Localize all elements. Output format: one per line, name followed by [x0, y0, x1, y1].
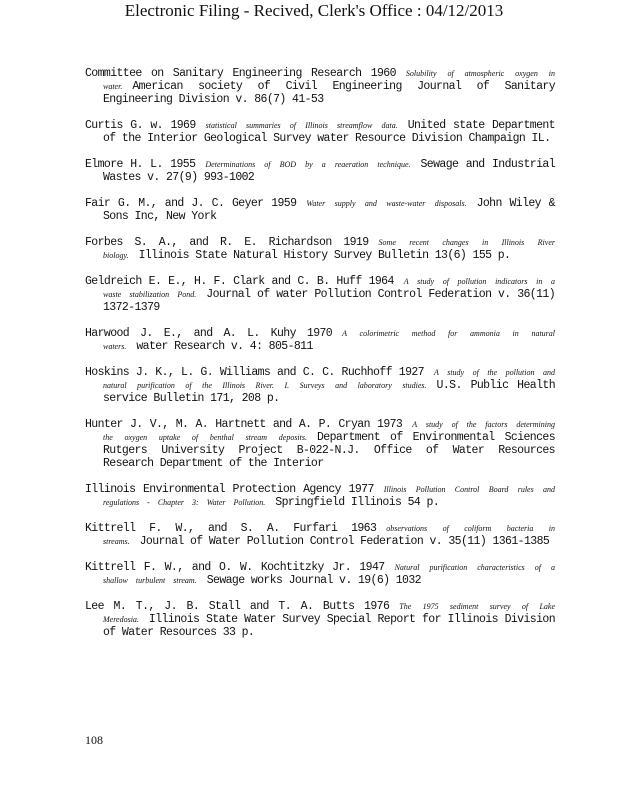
ref-year: 1969	[170, 119, 196, 132]
ref-author: Lee M. T., J. B. Stall and T. A. Butts	[85, 600, 355, 613]
ref-title: Solubility of atmospheric oxygen in water.	[103, 69, 555, 91]
reference-entry	[85, 197, 555, 223]
reference-entry	[85, 119, 555, 145]
ref-author: Fair G. M., and J. C. Geyer	[85, 197, 264, 210]
ref-year: 1927	[398, 366, 424, 379]
ref-year: 1955	[170, 158, 196, 171]
ref-source: Illinois State Water Survey Special Report for Illinois Division of Water Resources 33 p.	[103, 613, 555, 639]
filing-header: Electronic Filing - Recived, Clerk's Office : 04/12/2013	[124, 1, 504, 20]
ref-title: A colorimetric method for ammonia in natural waters.	[103, 329, 555, 351]
ref-title: A study of the factors determining the oxygen uptake of benthal stream deposits.	[103, 420, 555, 442]
ref-title: statistical summaries of Illinois streamflow data.	[205, 121, 398, 130]
reference-entry	[85, 327, 555, 353]
reference-entry	[85, 522, 555, 548]
ref-author: Kittrell F. W., and O. W. Kochtitzky Jr.	[85, 561, 352, 574]
reference-entry	[85, 561, 555, 587]
ref-title: observations of coliform bacteria in streams.	[103, 524, 555, 546]
reference-entry	[85, 236, 555, 262]
reference-entry	[85, 158, 555, 184]
ref-title: The 1975 sediment survey of Lake Meredosia.	[103, 602, 555, 624]
reference-entry	[85, 418, 555, 470]
ref-source: Illinois State Natural History Survey Bulletin 13(6) 155 p.	[138, 249, 511, 262]
ref-author: Geldreich E. E., H. F. Clark and C. B. Huff	[85, 275, 362, 288]
ref-author: Kittrell F. W., and S. A. Furfari	[85, 522, 338, 535]
ref-title: Water supply and waste-water disposals.	[306, 199, 467, 208]
ref-author: Hunter J. V., M. A. Hartnett and A. P. Cryan	[85, 418, 370, 431]
ref-source: American society of Civil Engineering Journal of Sanitary Engineering Division v. 86(7) 41-53	[103, 80, 555, 106]
ref-title: Determinations of BOD by a reaeration technique.	[205, 160, 411, 169]
ref-author: Elmore H. L.	[85, 158, 163, 171]
ref-year: 1947	[359, 561, 385, 574]
ref-source: Springfield Illinois 54 p.	[275, 496, 440, 509]
ref-title: A study of pollution indicators in a waste stabilization Pond.	[103, 277, 555, 299]
ref-year: 1963	[351, 522, 377, 535]
ref-title: A study of the pollution and natural purification of the Illinois River. I. Surveys and laboratory studies.	[103, 368, 555, 390]
ref-year: 1964	[368, 275, 394, 288]
ref-year: 1959	[271, 197, 297, 210]
ref-source: U.S. Public Health service Bulletin 171, 208 p.	[103, 379, 555, 405]
ref-source: Journal of Water Pollution Control Federation v. 35(11) 1361-1385	[139, 535, 550, 548]
ref-author: Hoskins J. K., L. G. Williams and C. C. Ruchhoff	[85, 366, 392, 379]
ref-source: United state Department of the Interior Geological Survey water Resource Division Champaign IL.	[103, 119, 555, 145]
reference-entry	[85, 67, 555, 106]
page-number: 108	[85, 733, 103, 747]
reference-list	[85, 67, 555, 652]
ref-author: Harwood J. E., and A. L. Kuhy	[85, 327, 296, 340]
reference-entry	[85, 366, 555, 405]
ref-title: Natural purification characteristics of a shallow turbulent stream.	[103, 563, 555, 585]
ref-source: Sewage works Journal v. 19(6) 1032	[206, 574, 421, 587]
reference-entry	[85, 483, 555, 509]
ref-year: 1973	[377, 418, 403, 431]
reference-entry	[85, 275, 555, 314]
ref-year: 1977	[348, 483, 374, 496]
ref-source: Sewage and Industrial Wastes v. 27(9) 993-1002	[103, 158, 555, 184]
ref-year: 1976	[364, 600, 390, 613]
ref-author: Forbes S. A., and R. E. Richardson	[85, 236, 332, 249]
ref-year: 1919	[343, 236, 369, 249]
ref-author: Illinois Environmental Protection Agency	[85, 483, 341, 496]
ref-source: Department of Environmental Sciences Rutgers University Project B-022-N.J. Office of Water Resources Research Department of the Interior	[103, 431, 556, 470]
ref-source: John Wiley & Sons Inc, New York	[103, 197, 555, 223]
ref-source: Journal of water Pollution Control Federation v. 36(11) 1372-1379	[103, 288, 556, 314]
ref-title: Illinois Pollution Control Board rules and regulations - Chapter 3: Water Pollution.	[103, 485, 555, 507]
ref-source: water Research v. 4: 805-811	[136, 340, 313, 353]
ref-author: Curtis G. w.	[85, 119, 163, 132]
ref-author: Committee on Sanitary Engineering Research	[85, 67, 362, 80]
ref-title: Some recent changes in Illinois River biology.	[103, 238, 555, 260]
ref-year: 1970	[306, 327, 333, 340]
ref-year: 1960	[370, 67, 396, 80]
reference-entry	[85, 600, 555, 639]
